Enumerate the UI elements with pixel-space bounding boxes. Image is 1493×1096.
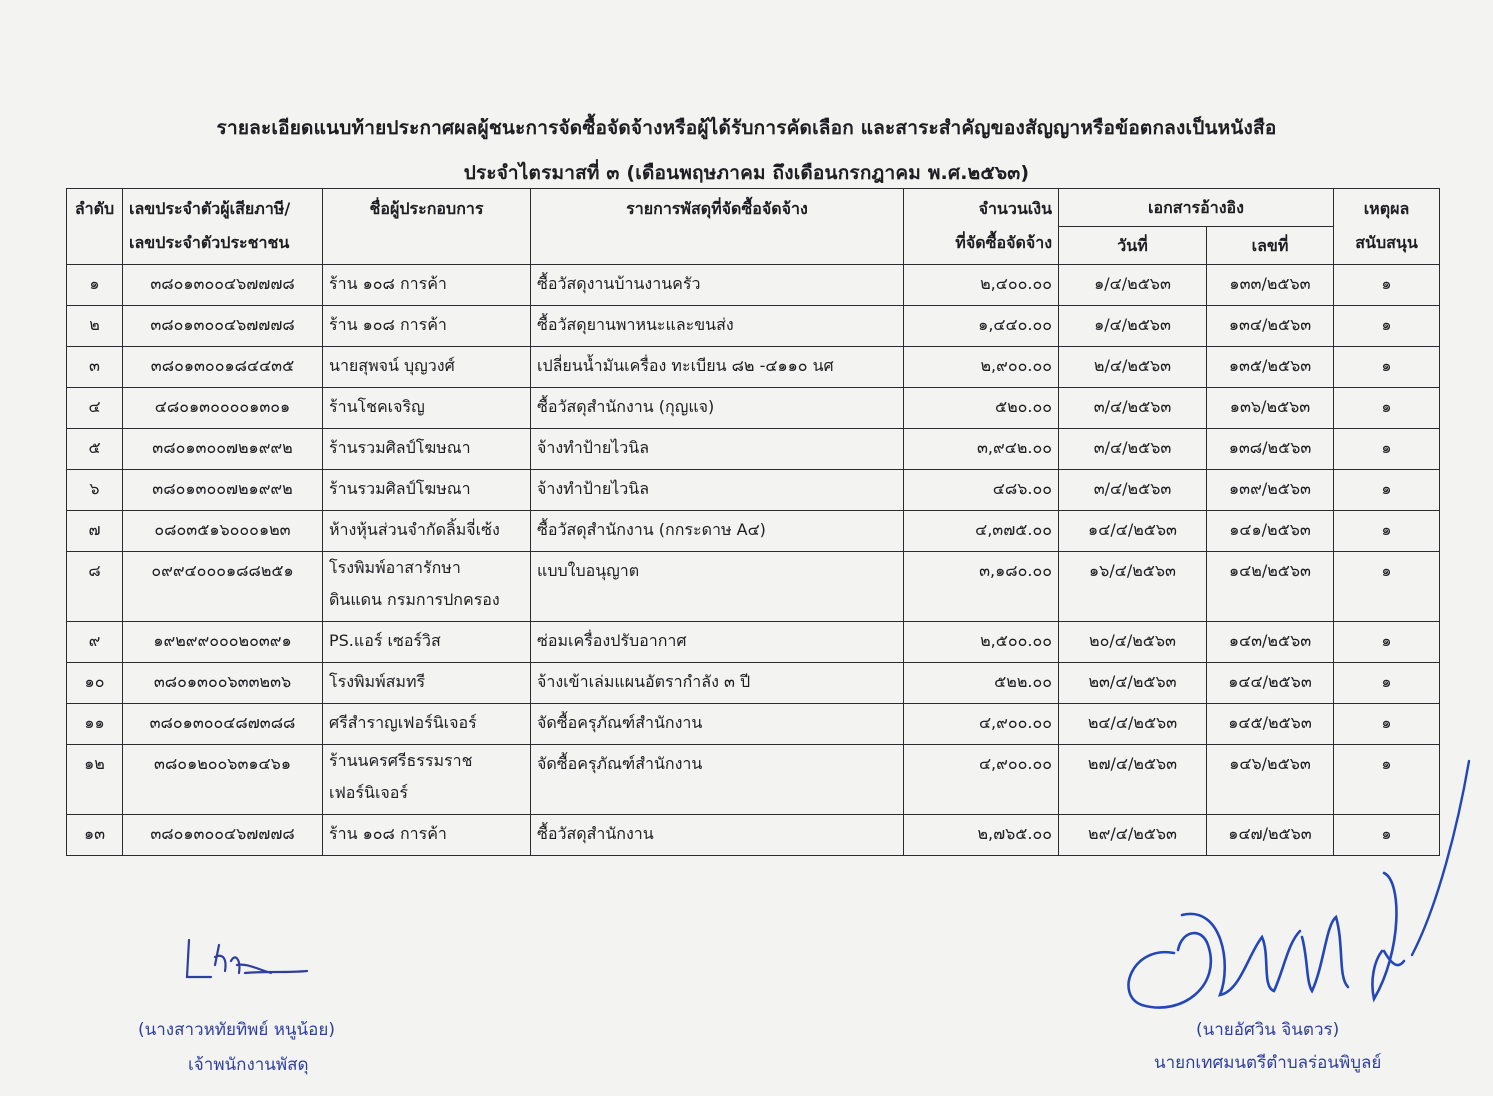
cell-no: ๑๐: [67, 663, 123, 704]
cell-taxid: ๑๙๒๙๙๐๐๐๒๐๓๙๑: [123, 622, 323, 663]
cell-date: ๓/๔/๒๕๖๓: [1059, 429, 1207, 470]
cell-reason: ๑: [1334, 552, 1440, 622]
table-row: [67, 306, 1440, 347]
cell-amount: ๔,๓๗๕.๐๐: [904, 511, 1059, 552]
cell-date: ๓/๔/๒๕๖๓: [1059, 388, 1207, 429]
cell-taxid: ๐๘๐๓๕๑๖๐๐๐๑๒๓: [123, 511, 323, 552]
table-header: [67, 189, 1440, 265]
cell-amount: ๒,๙๐๐.๐๐: [904, 347, 1059, 388]
signature-left-name: (นางสาวหทัยทิพย์ หนูน้อย): [138, 1020, 335, 1040]
cell-amount: ๒,๗๖๕.๐๐: [904, 815, 1059, 856]
cell-vendor: โรงพิมพ์สมทรี: [323, 663, 531, 704]
document-title: รายละเอียดแนบท้ายประกาศผลผู้ชนะการจัดซื้อจัดจ้างหรือผู้ได้รับการคัดเลือก และสาระสำคัญของสัญญาหรือข้อตกลงเป็นหนังสือ: [216, 117, 1277, 139]
cell-reason: ๑: [1334, 265, 1440, 306]
header-amount-line2: ที่จัดซื้อจัดจ้าง: [955, 233, 1052, 252]
cell-vendor-line1: โรงพิมพ์อาสารักษา: [329, 558, 461, 577]
header-taxid-line2: เลขประจำตัวประชาชน: [129, 233, 290, 252]
cell-taxid: ๓๘๐๑๓๐๐๗๒๑๙๙๒: [123, 429, 323, 470]
header-reason: [1334, 189, 1440, 265]
cell-date: ๒๙/๔/๒๕๖๓: [1059, 815, 1207, 856]
cell-reason: ๑: [1334, 704, 1440, 745]
table-row: [67, 265, 1440, 306]
cell-date: ๑๖/๔/๒๕๖๓: [1059, 552, 1207, 622]
cell-docno: ๑๔๓/๒๕๖๓: [1207, 622, 1334, 663]
cell-no: ๑๑: [67, 704, 123, 745]
cell-date: ๒/๔/๒๕๖๓: [1059, 347, 1207, 388]
cell-amount: ๔๘๖.๐๐: [904, 470, 1059, 511]
cell-vendor: ร้าน ๑๐๘ การค้า: [323, 265, 531, 306]
cell-amount: ๔,๙๐๐.๐๐: [904, 745, 1059, 815]
cell-date: ๒๔/๔/๒๕๖๓: [1059, 704, 1207, 745]
cell-reason: ๑: [1334, 663, 1440, 704]
cell-item: เปลี่ยนน้ำมันเครื่อง ทะเบียน ๘๒ -๔๑๑๐ นศ: [531, 347, 904, 388]
cell-docno: ๑๓๙/๒๕๖๓: [1207, 470, 1334, 511]
table-row: [67, 622, 1440, 663]
cell-vendor: นายสุพจน์ บุญวงศ์: [323, 347, 531, 388]
cell-item: แบบใบอนุญาต: [531, 552, 904, 622]
cell-taxid: ๓๘๐๑๓๐๐๔๖๗๗๗๘: [123, 815, 323, 856]
cell-reason: ๑: [1334, 511, 1440, 552]
cell-taxid: ๓๘๐๑๓๐๐๔๘๗๓๘๘: [123, 704, 323, 745]
cell-docno: ๑๓๖/๒๕๖๓: [1207, 388, 1334, 429]
table-row: [67, 470, 1440, 511]
cell-date: ๓/๔/๒๕๖๓: [1059, 470, 1207, 511]
cell-item: ซื้อวัสดุงานบ้านงานครัว: [531, 265, 904, 306]
header-reference: เอกสารอ้างอิง: [1059, 189, 1334, 227]
cell-taxid: ๓๘๐๑๒๐๐๖๓๑๔๖๑: [123, 745, 323, 815]
table-row: [67, 663, 1440, 704]
cell-no: ๑๒: [67, 745, 123, 815]
cell-amount: ๒,๔๐๐.๐๐: [904, 265, 1059, 306]
signature-right-name: (นายอัศวิน จินตวร): [1196, 1020, 1340, 1040]
cell-taxid: ๓๘๐๑๓๐๐๔๖๗๗๗๘: [123, 306, 323, 347]
table-row: [67, 511, 1440, 552]
cell-item: ซื้อวัสดุสำนักงาน (กุญแจ): [531, 388, 904, 429]
cell-vendor: ร้านรวมศิลป์โฆษณา: [323, 470, 531, 511]
cell-vendor: PS.แอร์ เซอร์วิส: [323, 622, 531, 663]
cell-reason: ๑: [1334, 347, 1440, 388]
header-docno: เลขที่: [1207, 227, 1334, 265]
cell-vendor: ร้าน ๑๐๘ การค้า: [323, 815, 531, 856]
table-row: [67, 388, 1440, 429]
cell-item: ซื้อวัสดุยานพาหนะและขนส่ง: [531, 306, 904, 347]
cell-amount: ๑,๔๔๐.๐๐: [904, 306, 1059, 347]
cell-docno: ๑๓๘/๒๕๖๓: [1207, 429, 1334, 470]
table-row: [67, 552, 1440, 622]
cell-no: ๘: [67, 552, 123, 622]
header-date: วันที่: [1059, 227, 1207, 265]
cell-amount: ๒,๕๐๐.๐๐: [904, 622, 1059, 663]
cell-vendor-line1: ร้านนครศรีธรรมราช: [329, 751, 473, 770]
cell-docno: ๑๔๔/๒๕๖๓: [1207, 663, 1334, 704]
cell-taxid: ๔๘๐๑๓๐๐๐๐๑๓๐๑: [123, 388, 323, 429]
header-reason-line2: สนับสนุน: [1355, 233, 1418, 252]
cell-reason: ๑: [1334, 815, 1440, 856]
cell-item: ซ่อมเครื่องปรับอากาศ: [531, 622, 904, 663]
header-amount-line1: จำนวนเงิน: [978, 199, 1052, 218]
cell-date: ๑/๔/๒๕๖๓: [1059, 306, 1207, 347]
cell-reason: ๑: [1334, 622, 1440, 663]
cell-taxid: ๓๘๐๑๓๐๐๔๖๗๗๗๘: [123, 265, 323, 306]
cell-reason: ๑: [1334, 745, 1440, 815]
cell-no: ๙: [67, 622, 123, 663]
cell-docno: ๑๔๗/๒๕๖๓: [1207, 815, 1334, 856]
cell-vendor: ห้างหุ้นส่วนจำกัดลิ้มจี่เซ้ง: [323, 511, 531, 552]
cell-item: จ้างทำป้ายไวนิล: [531, 470, 904, 511]
cell-date: ๒๓/๔/๒๕๖๓: [1059, 663, 1207, 704]
cell-reason: ๑: [1334, 388, 1440, 429]
signature-left-position: เจ้าพนักงานพัสดุ: [188, 1055, 309, 1075]
cell-docno: ๑๔๒/๒๕๖๓: [1207, 552, 1334, 622]
cell-date: ๑๔/๔/๒๕๖๓: [1059, 511, 1207, 552]
cell-docno: ๑๔๑/๒๕๖๓: [1207, 511, 1334, 552]
signature-right-scribble: [1112, 755, 1474, 1015]
cell-docno: ๑๔๕/๒๕๖๓: [1207, 704, 1334, 745]
cell-reason: ๑: [1334, 470, 1440, 511]
cell-item: จ้างเข้าเล่มแผนอัตรากำลัง ๓ ปี: [531, 663, 904, 704]
table-row: [67, 429, 1440, 470]
signature-left-scribble: [175, 935, 325, 995]
cell-vendor: [323, 552, 531, 622]
cell-date: ๑/๔/๒๕๖๓: [1059, 265, 1207, 306]
table-row: [67, 347, 1440, 388]
document-subtitle: ประจำไตรมาสที่ ๓ (เดือนพฤษภาคม ถึงเดือนกรกฎาคม พ.ศ.๒๕๖๓): [463, 162, 1030, 184]
cell-item: ซื้อวัสดุสำนักงาน (กกระดาษ A๔): [531, 511, 904, 552]
cell-docno: ๑๓๓/๒๕๖๓: [1207, 265, 1334, 306]
cell-vendor: ร้าน ๑๐๘ การค้า: [323, 306, 531, 347]
cell-no: ๗: [67, 511, 123, 552]
cell-amount: ๓,๑๘๐.๐๐: [904, 552, 1059, 622]
cell-no: ๕: [67, 429, 123, 470]
cell-taxid: ๓๘๐๑๓๐๐๖๓๓๒๓๖: [123, 663, 323, 704]
cell-reason: ๑: [1334, 429, 1440, 470]
cell-vendor: [323, 745, 531, 815]
cell-taxid: ๐๙๙๔๐๐๐๑๘๘๒๕๑: [123, 552, 323, 622]
signature-right-position: นายกเทศมนตรีตำบลร่อนพิบูลย์: [1154, 1053, 1382, 1073]
cell-vendor-line2: ดินแดน กรมการปกครอง: [329, 590, 500, 609]
cell-taxid: ๓๘๐๑๓๐๐๗๒๑๙๙๒: [123, 470, 323, 511]
cell-no: ๔: [67, 388, 123, 429]
cell-date: ๒๗/๔/๒๕๖๓: [1059, 745, 1207, 815]
cell-vendor: ร้านรวมศิลป์โฆษณา: [323, 429, 531, 470]
header-item: รายการพัสดุที่จัดซื้อจัดจ้าง: [531, 189, 904, 265]
cell-docno: ๑๔๖/๒๕๖๓: [1207, 745, 1334, 815]
cell-amount: ๕๒๐.๐๐: [904, 388, 1059, 429]
cell-item: จ้างทำป้ายไวนิล: [531, 429, 904, 470]
cell-item: ซื้อวัสดุสำนักงาน: [531, 815, 904, 856]
header-taxid: [123, 189, 323, 265]
cell-vendor-line2: เฟอร์นิเจอร์: [329, 783, 408, 802]
cell-no: ๓: [67, 347, 123, 388]
header-reason-line1: เหตุผล: [1363, 199, 1410, 218]
header-taxid-line1: เลขประจำตัวผู้เสียภาษี/: [129, 199, 291, 218]
header-vendor: ชื่อผู้ประกอบการ: [323, 189, 531, 265]
header-amount: [904, 189, 1059, 265]
cell-amount: ๓,๙๔๒.๐๐: [904, 429, 1059, 470]
cell-docno: ๑๓๔/๒๕๖๓: [1207, 306, 1334, 347]
table-row: [67, 704, 1440, 745]
cell-docno: ๑๓๕/๒๕๖๓: [1207, 347, 1334, 388]
cell-date: ๒๐/๔/๒๕๖๓: [1059, 622, 1207, 663]
cell-reason: ๑: [1334, 306, 1440, 347]
cell-item: จัดซื้อครุภัณฑ์สำนักงาน: [531, 745, 904, 815]
cell-amount: ๕๒๒.๐๐: [904, 663, 1059, 704]
cell-amount: ๔,๙๐๐.๐๐: [904, 704, 1059, 745]
cell-taxid: ๓๘๐๑๓๐๐๑๘๔๔๓๕: [123, 347, 323, 388]
cell-no: ๑๓: [67, 815, 123, 856]
cell-vendor: ศรีสำราญเฟอร์นิเจอร์: [323, 704, 531, 745]
cell-no: ๖: [67, 470, 123, 511]
cell-no: ๑: [67, 265, 123, 306]
cell-vendor: ร้านโชคเจริญ: [323, 388, 531, 429]
cell-item: จัดซื้อครุภัณฑ์สำนักงาน: [531, 704, 904, 745]
header-no: ลำดับ: [67, 189, 123, 265]
cell-no: ๒: [67, 306, 123, 347]
